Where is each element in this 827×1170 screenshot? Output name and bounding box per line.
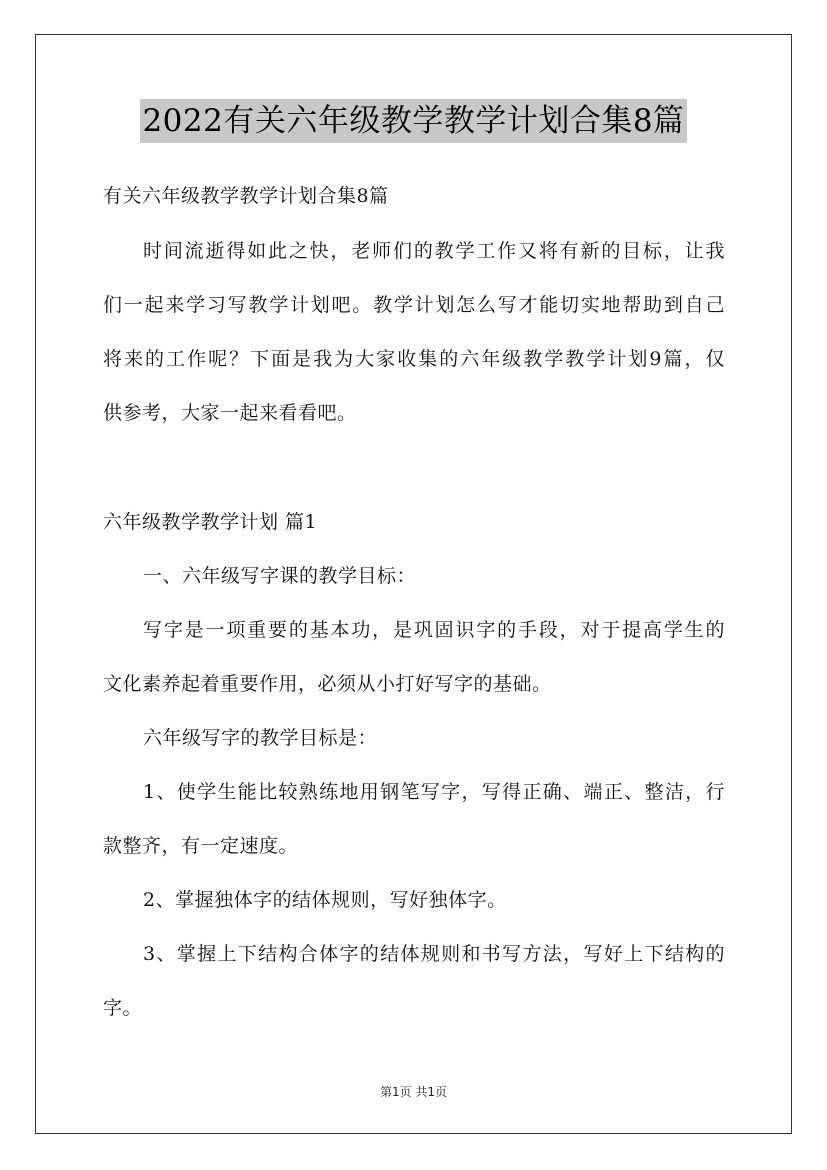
document-subtitle: 有关六年级教学教学计划合集8篇 <box>103 185 389 207</box>
section-line: 六年级写字的教学目标是： <box>143 727 378 749</box>
intro-line: 们一起来学习写教学计划吧。教学计划怎么写才能切实地帮助到自己 <box>103 294 725 316</box>
section-line: 款整齐，有一定速度。 <box>103 835 299 857</box>
document-title: 2022有关六年级教学教学计划合集8篇 <box>140 99 686 143</box>
intro-line: 将来的工作呢？下面是我为大家收集的六年级教学教学计划9篇，仅 <box>103 348 725 370</box>
section-line: 字。 <box>103 997 143 1019</box>
page-footer: 第1页 共1页 <box>379 1085 448 1099</box>
intro-line: 时间流逝得如此之快，老师们的教学工作又将有新的目标，让我 <box>143 240 725 262</box>
title-container <box>0 99 827 143</box>
intro-line: 供参考，大家一起来看看吧。 <box>103 402 357 424</box>
section-heading: 六年级教学教学计划 篇1 <box>103 511 318 533</box>
section-line: 1、使学生能比较熟练地用钢笔写字，写得正确、端正、整洁，行 <box>143 781 725 803</box>
section-line: 2、掌握独体字的结体规则，写好独体字。 <box>143 889 507 911</box>
section-line: 一、六年级写字课的教学目标： <box>143 565 417 587</box>
section-line: 文化素养起着重要作用，必须从小打好写字的基础。 <box>103 673 552 695</box>
section-line: 写字是一项重要的基本功，是巩固识字的手段，对于提高学生的 <box>143 619 725 641</box>
section-line: 3、掌握上下结构合体字的结体规则和书写方法，写好上下结构的 <box>143 943 725 965</box>
